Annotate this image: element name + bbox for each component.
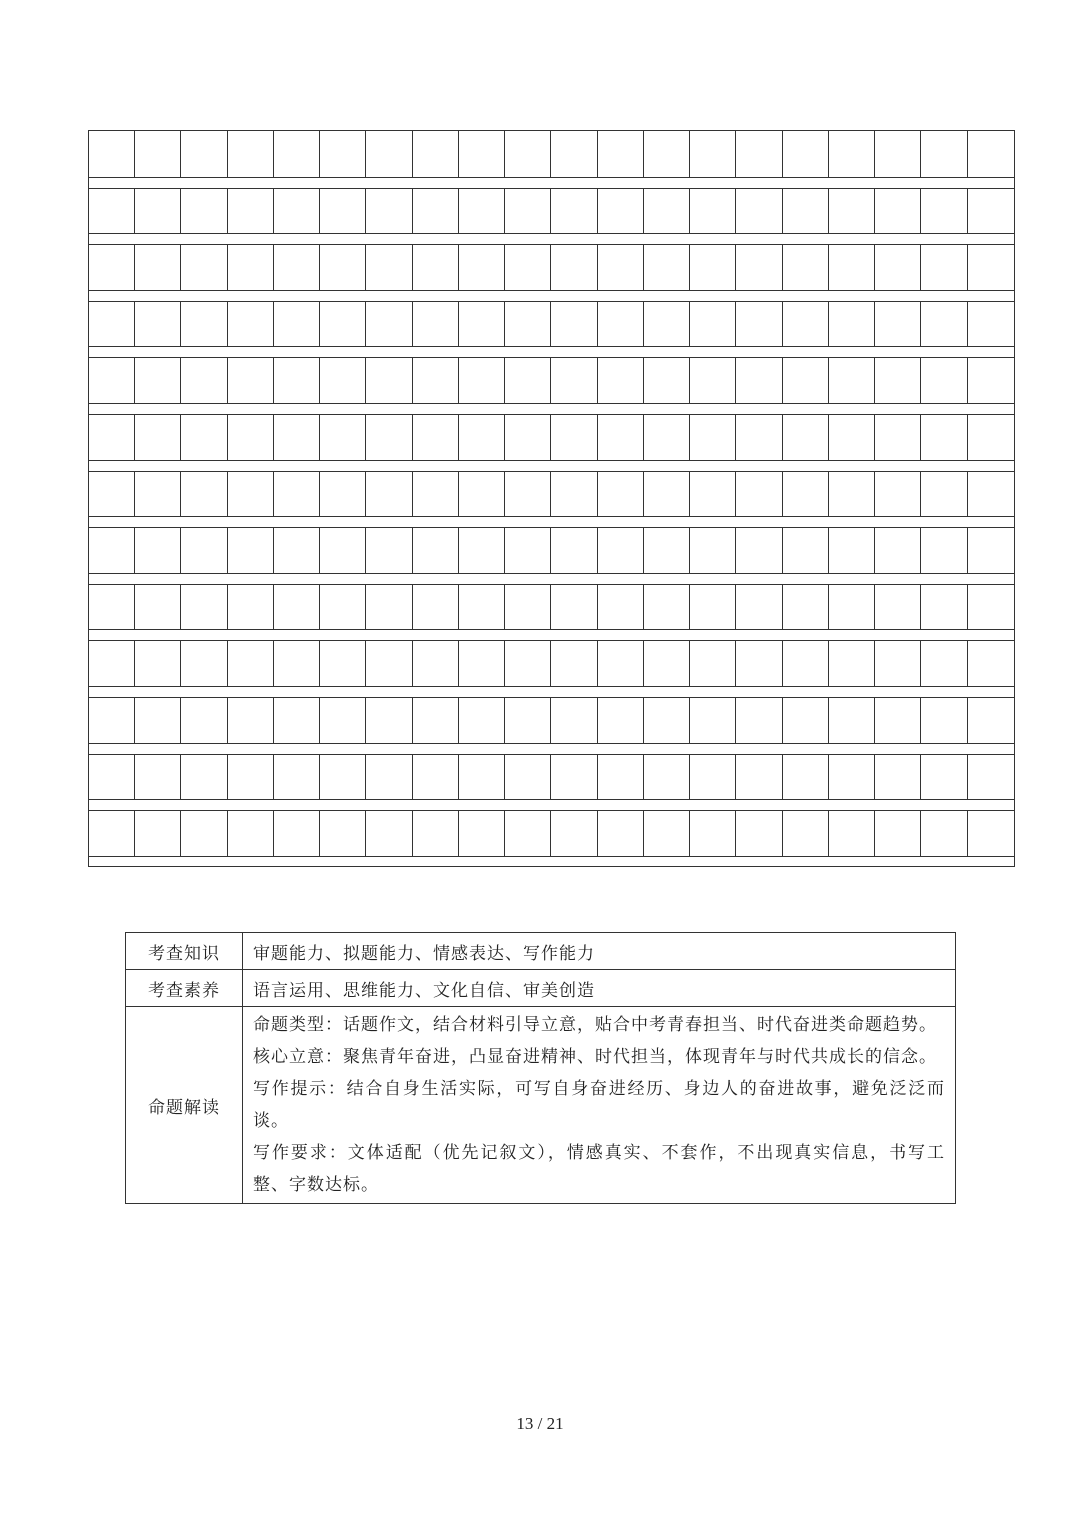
grid-row	[89, 640, 1014, 687]
grid-cell	[552, 301, 598, 347]
grid-cell	[644, 131, 690, 177]
grid-cell	[783, 188, 829, 234]
grid-cell	[505, 697, 551, 743]
grid-cell	[89, 301, 135, 347]
grid-cell	[228, 244, 274, 290]
grid-cell	[320, 414, 366, 460]
grid-cell	[783, 301, 829, 347]
grid-cell	[690, 697, 736, 743]
grid-cell	[413, 414, 459, 460]
grid-cell	[598, 244, 644, 290]
grid-cell	[413, 131, 459, 177]
grid-cell	[274, 754, 320, 800]
grid-cell	[135, 754, 181, 800]
literacy-label: 考查素养	[126, 970, 243, 1007]
grid-cell	[459, 584, 505, 630]
grid-cell	[598, 471, 644, 517]
grid-cell	[135, 357, 181, 403]
grid-cell	[367, 301, 413, 347]
grid-cell	[875, 357, 921, 403]
grid-cell	[413, 471, 459, 517]
grid-cell	[644, 810, 690, 856]
grid-cell	[737, 754, 783, 800]
grid-cell	[922, 188, 968, 234]
grid-cell	[459, 527, 505, 573]
grid-cell	[737, 584, 783, 630]
grid-cell	[552, 584, 598, 630]
grid-cell	[875, 414, 921, 460]
grid-cell	[89, 640, 135, 686]
writing-grid	[88, 130, 1015, 867]
grid-cell	[875, 471, 921, 517]
grid-cell	[644, 697, 690, 743]
grid-cell	[228, 697, 274, 743]
grid-cell	[274, 301, 320, 347]
grid-cell	[922, 584, 968, 630]
grid-cell	[690, 527, 736, 573]
grid-cell	[598, 131, 644, 177]
grid-cell	[829, 357, 875, 403]
grid-cell	[690, 414, 736, 460]
grid-cell	[505, 414, 551, 460]
grid-cell	[182, 471, 228, 517]
page-number: 13 / 21	[516, 1414, 564, 1433]
grid-cell	[367, 810, 413, 856]
grid-cell	[367, 640, 413, 686]
grid-cell	[598, 640, 644, 686]
grid-cell	[89, 754, 135, 800]
grid-cell	[922, 471, 968, 517]
interpretation-core-idea: 核心立意：聚焦青年奋进，凸显奋进精神、时代担当，体现青年与时代共成长的信念。	[253, 1047, 937, 1067]
grid-cell	[320, 640, 366, 686]
grid-cell	[829, 244, 875, 290]
grid-cell	[552, 131, 598, 177]
grid-cell	[274, 188, 320, 234]
grid-cell	[182, 188, 228, 234]
grid-cell	[367, 244, 413, 290]
grid-cell	[875, 584, 921, 630]
grid-cell	[182, 584, 228, 630]
grid-cell	[783, 471, 829, 517]
grid-cell	[505, 357, 551, 403]
grid-cell	[783, 697, 829, 743]
grid-cell	[505, 301, 551, 347]
grid-cell	[274, 244, 320, 290]
grid-cell	[875, 527, 921, 573]
grid-cell	[922, 527, 968, 573]
grid-cell	[182, 640, 228, 686]
grid-cell	[598, 527, 644, 573]
grid-cell	[829, 754, 875, 800]
grid-cell	[135, 584, 181, 630]
grid-cell	[552, 357, 598, 403]
grid-cell	[459, 414, 505, 460]
grid-cell	[783, 584, 829, 630]
grid-row	[89, 810, 1014, 857]
grid-cell	[552, 471, 598, 517]
grid-cell	[135, 188, 181, 234]
grid-row	[89, 584, 1014, 631]
grid-cell	[320, 754, 366, 800]
grid-cell	[89, 527, 135, 573]
grid-row	[89, 244, 1014, 291]
grid-cell	[690, 471, 736, 517]
grid-cell	[367, 527, 413, 573]
grid-cell	[367, 414, 413, 460]
grid-cell	[182, 357, 228, 403]
grid-cell	[644, 357, 690, 403]
grid-cell	[505, 471, 551, 517]
grid-row	[89, 301, 1014, 348]
grid-cell	[459, 640, 505, 686]
grid-cell	[459, 697, 505, 743]
grid-cell	[598, 697, 644, 743]
grid-cell	[829, 188, 875, 234]
grid-cell	[459, 471, 505, 517]
grid-cell	[875, 754, 921, 800]
grid-cell	[89, 357, 135, 403]
grid-cell	[320, 244, 366, 290]
grid-cell	[135, 131, 181, 177]
grid-cell	[135, 527, 181, 573]
grid-cell	[367, 131, 413, 177]
grid-cell	[737, 188, 783, 234]
grid-cell	[459, 188, 505, 234]
grid-cell	[89, 414, 135, 460]
grid-cell	[459, 301, 505, 347]
grid-cell	[274, 640, 320, 686]
grid-cell	[320, 188, 366, 234]
grid-cell	[89, 131, 135, 177]
grid-cell	[875, 131, 921, 177]
grid-cell	[690, 810, 736, 856]
grid-cell	[505, 584, 551, 630]
grid-cell	[829, 301, 875, 347]
grid-cell	[922, 414, 968, 460]
grid-cell	[182, 131, 228, 177]
grid-cell	[552, 188, 598, 234]
grid-cell	[552, 244, 598, 290]
grid-cell	[182, 414, 228, 460]
grid-cell	[644, 527, 690, 573]
grid-cell	[829, 584, 875, 630]
grid-row	[89, 357, 1014, 404]
grid-cell	[228, 301, 274, 347]
grid-cell	[737, 301, 783, 347]
grid-cell	[552, 810, 598, 856]
grid-cell	[274, 357, 320, 403]
grid-cell	[413, 188, 459, 234]
grid-cell	[135, 640, 181, 686]
grid-cell	[829, 640, 875, 686]
grid-cell	[875, 301, 921, 347]
grid-row	[89, 131, 1014, 178]
grid-cell	[320, 810, 366, 856]
grid-cell	[228, 414, 274, 460]
grid-cell	[182, 527, 228, 573]
grid-cell	[274, 697, 320, 743]
grid-cell	[459, 810, 505, 856]
grid-row	[89, 754, 1014, 801]
grid-cell	[644, 754, 690, 800]
interpretation-requirements: 写作要求：文体适配（优先记叙文），情感真实、不套作，不出现真实信息，书写工整、字数达标。	[253, 1143, 945, 1195]
interpretation-content	[243, 1007, 956, 1204]
grid-cell	[737, 131, 783, 177]
interpretation-writing-tips: 写作提示：结合自身生活实际，可写自身奋进经历、身边人的奋进故事，避免泛泛而谈。	[253, 1079, 945, 1131]
grid-cell	[505, 640, 551, 686]
exam-info-table	[125, 932, 956, 1204]
grid-cell	[922, 640, 968, 686]
grid-cell	[413, 697, 459, 743]
grid-cell	[320, 131, 366, 177]
grid-cell	[135, 810, 181, 856]
grid-cell	[783, 131, 829, 177]
grid-cell	[320, 357, 366, 403]
grid-cell	[737, 640, 783, 686]
grid-cell	[274, 131, 320, 177]
grid-cell	[505, 754, 551, 800]
grid-cell	[89, 697, 135, 743]
grid-row	[89, 471, 1014, 518]
grid-cell	[459, 357, 505, 403]
grid-cell	[320, 697, 366, 743]
grid-cell	[413, 754, 459, 800]
grid-cell	[367, 471, 413, 517]
grid-cell	[922, 754, 968, 800]
grid-cell	[135, 471, 181, 517]
grid-cell	[228, 754, 274, 800]
grid-cell	[228, 584, 274, 630]
grid-cell	[274, 584, 320, 630]
grid-cell	[829, 527, 875, 573]
grid-cell	[737, 471, 783, 517]
grid-cell	[829, 131, 875, 177]
grid-cell	[737, 527, 783, 573]
info-row-knowledge	[126, 933, 956, 970]
grid-cell	[413, 810, 459, 856]
grid-row	[89, 697, 1014, 744]
grid-cell	[644, 640, 690, 686]
grid-cell	[228, 188, 274, 234]
grid-cell	[182, 301, 228, 347]
grid-cell	[228, 640, 274, 686]
grid-cell	[228, 131, 274, 177]
grid-cell	[182, 754, 228, 800]
grid-cell	[552, 697, 598, 743]
grid-cell	[89, 810, 135, 856]
grid-cell	[505, 188, 551, 234]
grid-cell	[459, 244, 505, 290]
grid-cell	[459, 131, 505, 177]
grid-cell	[505, 810, 551, 856]
grid-cell	[829, 697, 875, 743]
interpretation-label: 命题解读	[126, 1007, 243, 1204]
grid-row	[89, 527, 1014, 574]
grid-cell	[783, 640, 829, 686]
grid-cell	[690, 301, 736, 347]
grid-cell	[690, 188, 736, 234]
grid-cell	[875, 697, 921, 743]
grid-cell	[228, 471, 274, 517]
grid-cell	[922, 357, 968, 403]
grid-cell	[89, 584, 135, 630]
grid-cell	[228, 357, 274, 403]
knowledge-value: 审题能力、拟题能力、情感表达、写作能力	[243, 933, 956, 970]
grid-cell	[320, 301, 366, 347]
grid-cell	[783, 527, 829, 573]
grid-cell	[598, 584, 644, 630]
grid-row	[89, 414, 1014, 461]
grid-cell	[320, 527, 366, 573]
grid-cell	[135, 244, 181, 290]
grid-cell	[598, 414, 644, 460]
grid-cell	[228, 810, 274, 856]
literacy-value: 语言运用、思维能力、文化自信、审美创造	[243, 970, 956, 1007]
grid-cell	[783, 754, 829, 800]
grid-cell	[552, 414, 598, 460]
grid-cell	[228, 527, 274, 573]
grid-cell	[644, 471, 690, 517]
grid-cell	[367, 188, 413, 234]
grid-cell	[644, 188, 690, 234]
grid-cell	[690, 640, 736, 686]
grid-cell	[413, 301, 459, 347]
grid-cell	[598, 188, 644, 234]
grid-cell	[598, 357, 644, 403]
grid-cell	[783, 244, 829, 290]
grid-cell	[783, 357, 829, 403]
grid-cell	[598, 810, 644, 856]
info-row-interpretation	[126, 1007, 956, 1204]
grid-cell	[644, 301, 690, 347]
grid-cell	[690, 244, 736, 290]
grid-cell	[644, 244, 690, 290]
grid-cell	[413, 244, 459, 290]
grid-cell	[274, 471, 320, 517]
grid-cell	[505, 527, 551, 573]
grid-cell	[922, 301, 968, 347]
grid-cell	[274, 527, 320, 573]
grid-cell	[505, 131, 551, 177]
grid-cell	[598, 301, 644, 347]
grid-cell	[135, 414, 181, 460]
grid-cell	[505, 244, 551, 290]
grid-cell	[367, 357, 413, 403]
grid-cell	[89, 244, 135, 290]
grid-cell	[367, 754, 413, 800]
grid-cell	[459, 754, 505, 800]
grid-row	[89, 188, 1014, 235]
grid-cell	[413, 584, 459, 630]
grid-cell	[922, 697, 968, 743]
grid-cell	[690, 584, 736, 630]
grid-cell	[413, 527, 459, 573]
grid-cell	[875, 810, 921, 856]
grid-cell	[367, 697, 413, 743]
grid-cell	[135, 301, 181, 347]
grid-cell	[598, 754, 644, 800]
grid-cell	[367, 584, 413, 630]
grid-cell	[875, 640, 921, 686]
grid-cell	[829, 471, 875, 517]
grid-cell	[737, 810, 783, 856]
grid-cell	[135, 697, 181, 743]
grid-cell	[690, 131, 736, 177]
grid-cell	[829, 810, 875, 856]
grid-cell	[182, 697, 228, 743]
grid-cell	[690, 357, 736, 403]
grid-cell	[644, 584, 690, 630]
grid-cell	[89, 188, 135, 234]
grid-cell	[875, 244, 921, 290]
grid-cell	[690, 754, 736, 800]
grid-cell	[274, 414, 320, 460]
grid-cell	[89, 471, 135, 517]
grid-cell	[922, 131, 968, 177]
grid-cell	[737, 414, 783, 460]
grid-cell	[783, 414, 829, 460]
grid-cell	[552, 640, 598, 686]
grid-cell	[829, 414, 875, 460]
grid-cell	[320, 471, 366, 517]
interpretation-type: 命题类型：话题作文，结合材料引导立意，贴合中考青春担当、时代奋进类命题趋势。	[253, 1015, 937, 1035]
grid-cell	[552, 527, 598, 573]
grid-cell	[182, 244, 228, 290]
grid-cell	[413, 640, 459, 686]
grid-cell	[274, 810, 320, 856]
grid-cell	[783, 810, 829, 856]
grid-cell	[737, 244, 783, 290]
grid-cell	[737, 357, 783, 403]
grid-cell	[320, 584, 366, 630]
grid-cell	[552, 754, 598, 800]
grid-cell	[644, 414, 690, 460]
grid-cell	[413, 357, 459, 403]
grid-cell	[922, 810, 968, 856]
grid-cell	[737, 697, 783, 743]
info-row-literacy	[126, 970, 956, 1007]
knowledge-label: 考查知识	[126, 933, 243, 970]
grid-cell	[875, 188, 921, 234]
grid-cell	[182, 810, 228, 856]
grid-cell	[922, 244, 968, 290]
